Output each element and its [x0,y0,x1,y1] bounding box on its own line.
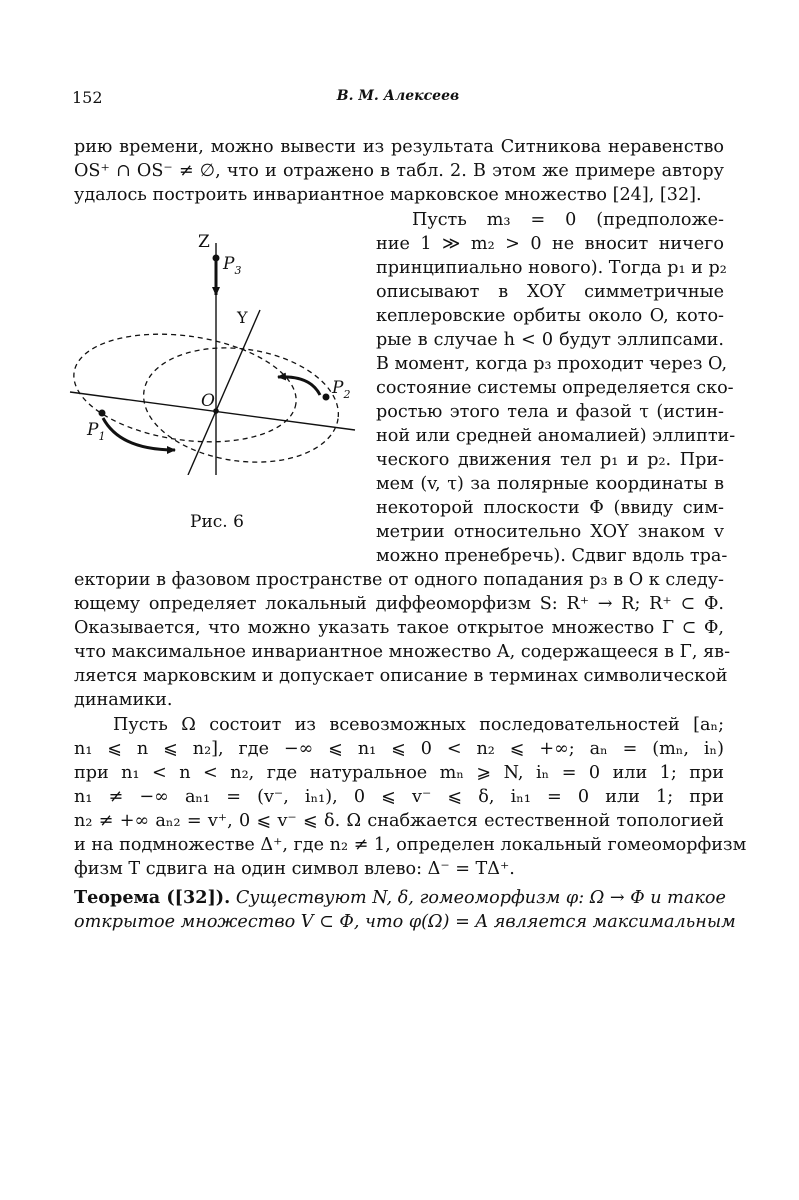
theorem-text: Существуют N, δ, гомеоморфизм φ: Ω → Φ и такое [235,888,726,908]
p2-arrow [278,377,320,395]
text-line: В момент, когда p₃ проходит через O, [376,354,728,374]
z-axis-label: Z [198,232,210,252]
page-header [72,88,724,112]
p1-arrow [103,418,175,450]
text-line: ляется марковским и допускает описание в терминах символической [74,666,728,686]
text-line: можно пренебречь). Сдвиг вдоль тра- [376,546,728,566]
text-line: рию времени, можно вывести из результата Ситникова неравенство [74,137,724,157]
text-line: мем (v, τ) за полярные координаты в [376,474,724,494]
text-line: ектории в фазовом пространстве от одного попадания p₃ в O к следу- [74,570,724,590]
text-line: n₁ ⩽ n ⩽ n₂], где −∞ ⩽ n₁ ⩽ 0 < n₂ ⩽ +∞; aₙ = (mₙ, iₙ) [74,739,724,759]
text-line: что максимальное инвариантное множество A, содержащееся в Γ, яв- [74,642,731,662]
text-line: Пусть Ω состоит из всевозможных последовательностей [aₙ; [113,715,724,735]
theorem-text: открытое множество V ⊂ Φ, что φ(Ω) = A является максимальным [74,912,736,932]
text-line: n₂ ≠ +∞ aₙ₂ = v⁺, 0 ⩽ v⁻ ⩽ δ. Ω снабжается естественной топологией [74,811,724,831]
figure-caption: Рис. 6 [190,512,244,532]
text-line: при n₁ < n < n₂, где натуральное mₙ ⩾ N, iₙ = 0 или 1; при [74,763,724,783]
text-line: рые в случае h < 0 будут эллипсами. [376,330,724,350]
text-line: ной или средней аномалией) эллипти- [376,426,736,446]
page-number: 152 [72,88,103,107]
theorem-label: Теорема ([32]). [74,887,231,908]
p2-label: $P_2$ [332,378,351,401]
figure-orbits-diagram [65,225,365,475]
running-head: В. М. Алексеев [336,88,460,104]
text-line: n₁ ≠ −∞ aₙ₁ = (v⁻, iₙ₁), 0 ⩽ v⁻ ⩽ δ, iₙ₁ = 0 или 1; при [74,787,724,807]
text-line: кеплеровские орбиты около O, кото- [376,306,724,326]
theorem-line [74,886,724,910]
text-line: состояние системы определяется ско- [376,378,734,398]
p2-point [323,394,330,401]
y-axis-label: Y [237,308,248,327]
text-line: Оказывается, что можно указать такое открытое множество Γ ⊂ Φ, [74,618,724,638]
y-axis-line [188,310,260,475]
text-line: ние 1 ≫ m₂ > 0 не вносит ничего [376,234,724,254]
text-line: принципиально нового). Тогда p₁ и p₂ [376,258,727,278]
p3-label: $P_3$ [223,254,242,277]
text-line: удалось построить инвариантное марковское множество [24], [32]. [74,185,702,205]
text-line: метрии относительно XOY знаком v [376,522,724,542]
text-line: физм T сдвига на один символ влево: Δ⁻ = TΔ⁺. [74,859,515,879]
text-line: динамики. [74,690,173,710]
text-line: ростью этого тела и фазой τ (истин- [376,402,724,422]
text-line: Пусть m₃ = 0 (предположе- [412,210,724,230]
text-line: и на подмножестве Δ⁺, где n₂ ≠ 1, определен локальный гомеоморфизм [74,835,747,855]
p1-point [99,410,106,417]
p3-point [213,255,220,262]
p1-label: $P_1$ [87,420,106,443]
text-line: ческого движения тел p₁ и p₂. При- [376,450,724,470]
text-line: OS⁺ ∩ OS⁻ ≠ ∅, что и отражено в табл. 2. В этом же примере автору [74,161,724,181]
text-line: ющему определяет локальный диффеоморфизм S: R⁺ → R; R⁺ ⊂ Φ. [74,594,724,614]
text-line: некоторой плоскости Φ (ввиду сим- [376,498,724,518]
origin-label: O [201,391,215,411]
text-line: описывают в XOY симметричные [376,282,724,302]
